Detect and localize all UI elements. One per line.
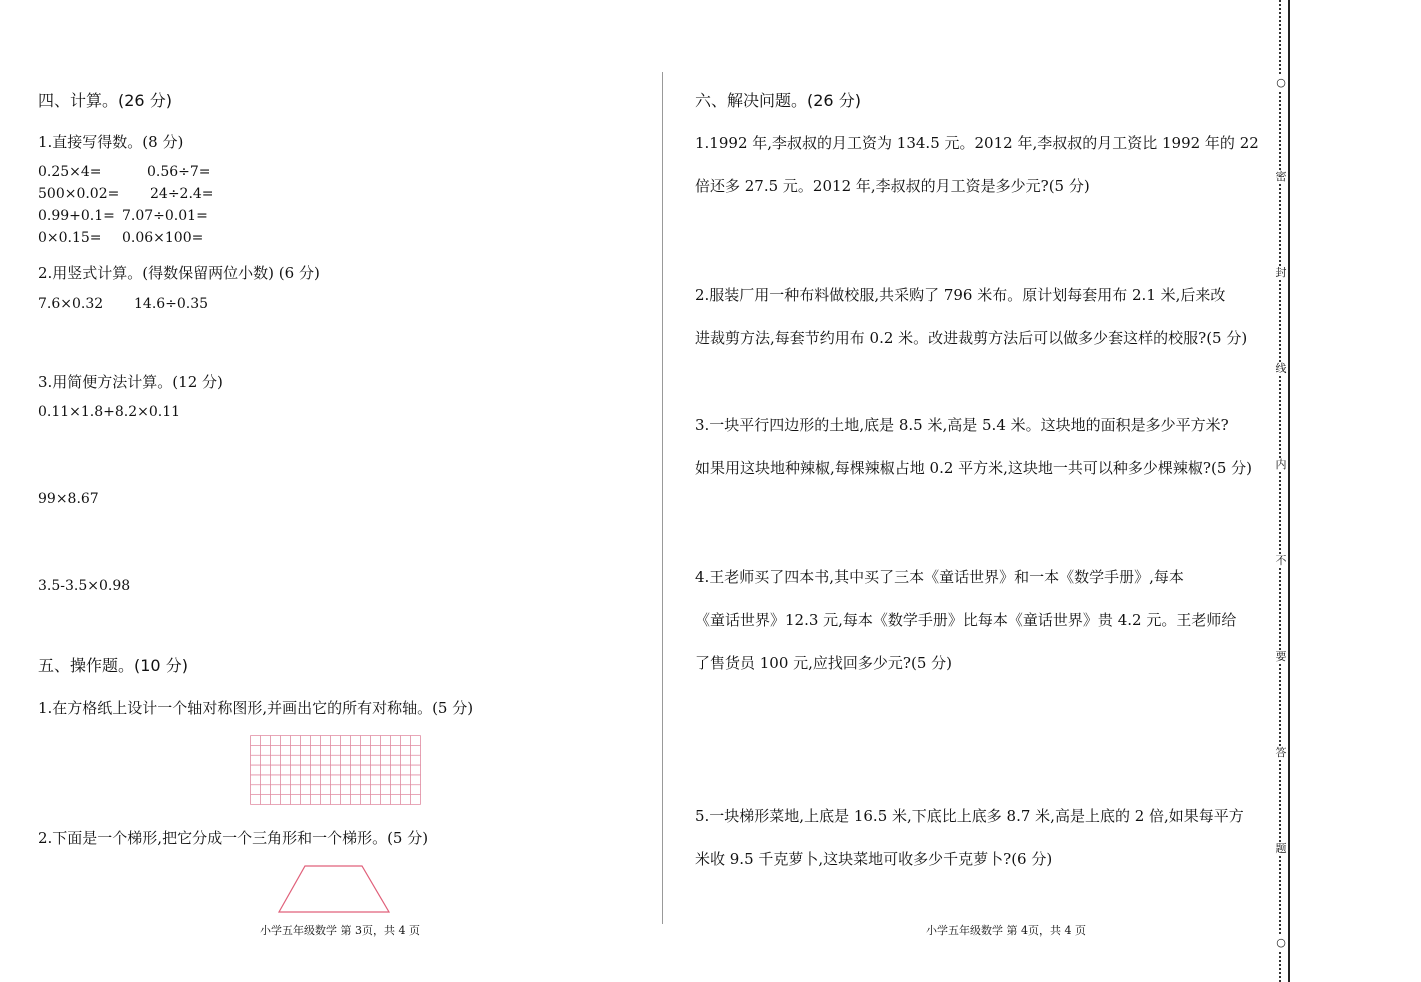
q1-item: 0.99+0.1=: [38, 208, 115, 224]
q1-item: 0.25×4=: [38, 164, 102, 180]
problem-2-line: 2.服装厂用一种布料做校服,共采购了 796 米布。原计划每套用布 2.1 米,后来改: [695, 286, 1226, 304]
problem-2-line: 进裁剪方法,每套节约用布 0.2 米。改进裁剪方法后可以做多少套这样的校服?(5 分): [695, 329, 1248, 347]
op2-text: 2.下面是一个梯形,把它分成一个三角形和一个梯形。(5 分): [38, 829, 429, 847]
q2-item: 7.6×0.32: [38, 296, 104, 312]
q1-title: 1.直接写得数。(8 分): [38, 133, 184, 151]
binding-char: 答: [1275, 746, 1287, 759]
grid-paper: [250, 735, 421, 805]
problem-3-line: 3.一块平行四边形的土地,底是 8.5 米,高是 5.4 米。这块地的面积是多少平方米?: [695, 416, 1229, 434]
binding-char: 不: [1275, 554, 1287, 567]
q1-item: 500×0.02=: [38, 186, 120, 202]
binding-char: ○: [1274, 936, 1288, 950]
section-6-title: 六、解决问题。(26 分): [695, 91, 861, 110]
q3-item: 99×8.67: [38, 491, 99, 507]
binding-char: 要: [1275, 650, 1287, 663]
footer-left: 小学五年级数学 第 3页，共 4 页: [260, 924, 420, 937]
q1-item: 24÷2.4=: [150, 186, 214, 202]
q3-item: 3.5-3.5×0.98: [38, 578, 131, 594]
q1-item: 0×0.15=: [38, 230, 102, 246]
page-divider: [662, 72, 663, 924]
footer-right: 小学五年级数学 第 4页，共 4 页: [926, 924, 1086, 937]
q1-item: 7.07÷0.01=: [122, 208, 208, 224]
problem-1-line: 1.1992 年,李叔叔的月工资为 134.5 元。2012 年,李叔叔的月工资比 1992 年的 22: [695, 134, 1259, 152]
binding-line: [1288, 0, 1290, 982]
q1-item: 0.56÷7=: [147, 164, 211, 180]
binding-char: 封: [1275, 266, 1287, 279]
problem-3-line: 如果用这块地种辣椒,每棵辣椒占地 0.2 平方米,这块地一共可以种多少棵辣椒?(5 分): [695, 459, 1252, 477]
section-4-title: 四、计算。(26 分): [38, 91, 172, 110]
binding-char: 内: [1275, 458, 1287, 471]
problem-4-line: 4.王老师买了四本书,其中买了三本《童话世界》和一本《数学手册》,每本: [695, 568, 1184, 586]
q2-item: 14.6÷0.35: [134, 296, 209, 312]
problem-5-line: 5.一块梯形菜地,上底是 16.5 米,下底比上底多 8.7 米,高是上底的 2 倍,如果每平方: [695, 807, 1244, 825]
problem-5-line: 米收 9.5 千克萝卜,这块菜地可收多少千克萝卜?(6 分): [695, 850, 1053, 868]
binding-char: 题: [1275, 842, 1287, 855]
q3-item: 0.11×1.8+8.2×0.11: [38, 404, 181, 420]
problem-4-line: 《童话世界》12.3 元,每本《数学手册》比每本《童话世界》贵 4.2 元。王老师给: [695, 611, 1237, 629]
binding-strip: [1276, 0, 1286, 982]
op1-text: 1.在方格纸上设计一个轴对称图形,并画出它的所有对称轴。(5 分): [38, 699, 474, 717]
q2-title: 2.用竖式计算。(得数保留两位小数) (6 分): [38, 264, 320, 282]
trapezoid-figure: [276, 864, 392, 914]
binding-char: ○: [1274, 76, 1288, 90]
binding-char: 线: [1275, 362, 1287, 375]
section-5-title: 五、操作题。(10 分): [38, 656, 188, 675]
q3-title: 3.用简便方法计算。(12 分): [38, 373, 223, 391]
q1-item: 0.06×100=: [122, 230, 204, 246]
binding-char: 密: [1275, 170, 1287, 183]
problem-4-line: 了售货员 100 元,应找回多少元?(5 分): [695, 654, 952, 672]
problem-1-line: 倍还多 27.5 元。2012 年,李叔叔的月工资是多少元?(5 分): [695, 177, 1090, 195]
